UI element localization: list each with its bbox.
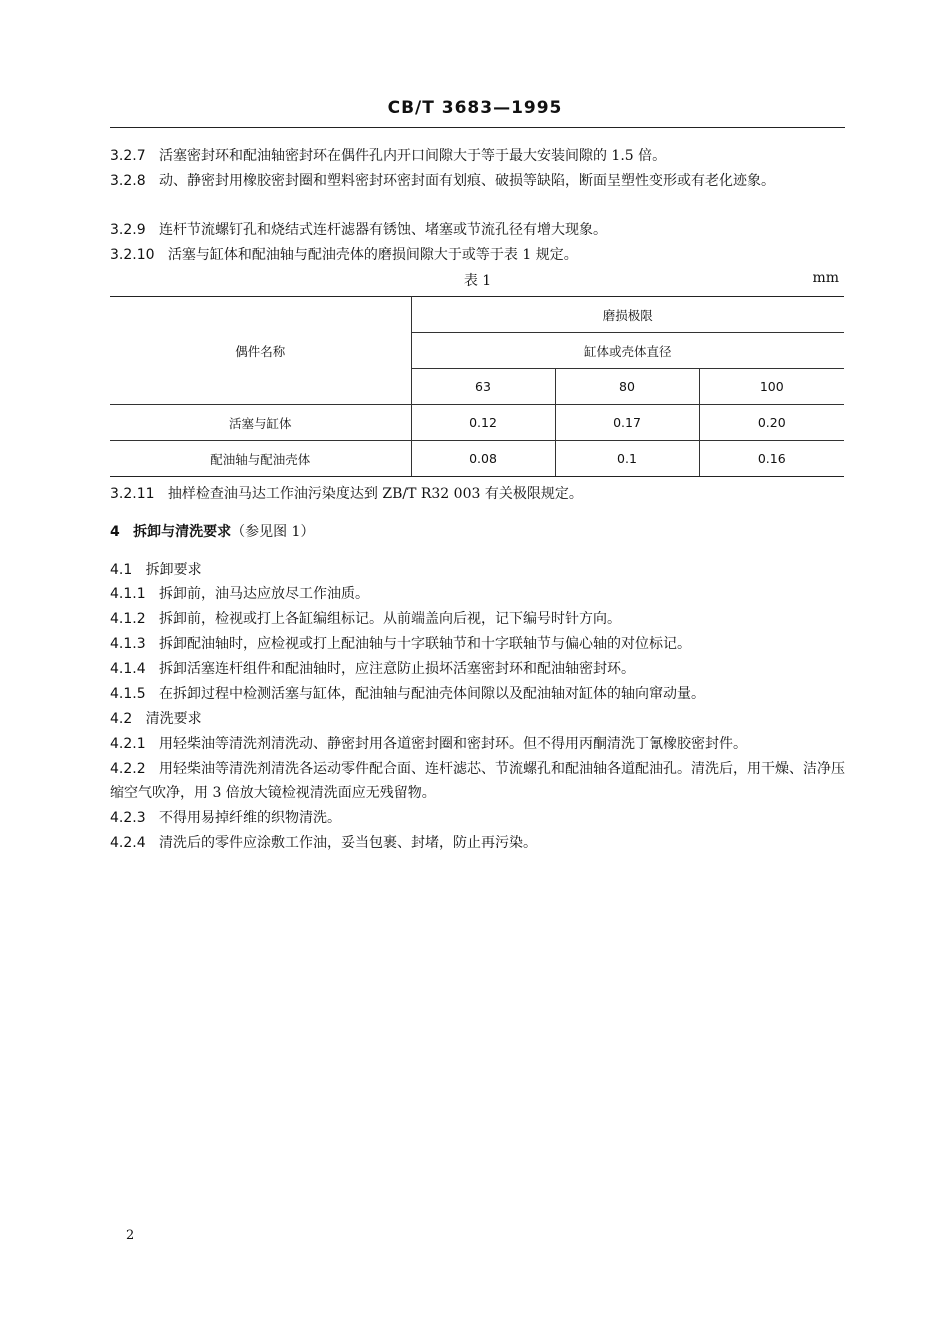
- clause-4-1-5: [110, 682, 850, 706]
- clause-4-1-2: [110, 607, 850, 631]
- header-wear-limit: 磨损极限: [411, 297, 844, 333]
- clause-text: 清洗后的零件应涂敷工作油，妥当包裹、封堵，防止再污染。: [158, 835, 537, 851]
- clause-4-2-3: [110, 806, 850, 830]
- table-unit: mm: [812, 270, 839, 286]
- clause-text: 在拆卸过程中检测活塞与缸体，配油轴与配油壳体间隙以及配油轴对缸体的轴向窜动量。: [158, 686, 705, 702]
- clause-3-2-9: [110, 218, 850, 242]
- diameter-80: 80: [555, 369, 699, 405]
- clause-number: 4.2.3: [110, 810, 146, 826]
- row-name: 配油轴与配油壳体: [110, 441, 411, 477]
- clause-number: 4.1.5: [110, 686, 146, 702]
- clause-4-1-3: [110, 632, 850, 656]
- row-name: 活塞与缸体: [110, 405, 411, 441]
- clause-number: 3.2.11: [110, 486, 155, 502]
- clause-number: 3.2.9: [110, 222, 146, 238]
- clause-4-1-1: [110, 582, 850, 606]
- clause-3-2-10: [110, 243, 850, 267]
- clause-3-2-11: [110, 482, 850, 506]
- clause-4-1: [110, 558, 850, 582]
- row-value: 0.1: [555, 441, 699, 477]
- clause-4-1-4: [110, 657, 850, 681]
- clause-number: 4.1.4: [110, 661, 146, 677]
- clause-number: 4.2.2: [110, 761, 146, 777]
- clause-text: 拆卸活塞连杆组件和配油轴时，应注意防止损坏活塞密封环和配油轴密封环。: [158, 661, 635, 677]
- section-note: （参见图 1）: [231, 524, 315, 540]
- row-value: 0.12: [411, 405, 555, 441]
- clause-text: 拆卸要求: [145, 562, 202, 578]
- header-diameter: 缸体或壳体直径: [411, 333, 844, 369]
- clause-number: 3.2.8: [110, 173, 146, 189]
- clause-number: 4.2.1: [110, 736, 146, 752]
- clause-number: 4.1.1: [110, 586, 146, 602]
- section-4-heading: [110, 520, 850, 544]
- clause-number: 4.1.2: [110, 611, 146, 627]
- clause-4-2-1: [110, 732, 850, 756]
- row-value: 0.20: [699, 405, 844, 441]
- clause-text: 抽样检查油马达工作油污染度达到 ZB/T R32 003 有关极限规定。: [167, 486, 583, 502]
- table-row: [110, 441, 844, 477]
- wear-limit-table: [110, 296, 844, 477]
- clause-4-2: [110, 707, 850, 731]
- diameter-100: 100: [699, 369, 844, 405]
- diameter-63: 63: [411, 369, 555, 405]
- clause-text: 连杆节流螺钉孔和烧结式连杆滤器有锈蚀、堵塞或节流孔径有增大现象。: [158, 222, 607, 238]
- clause-number: 3.2.10: [110, 247, 155, 263]
- clause-number: 4.2.4: [110, 835, 146, 851]
- clause-text: 清洗要求: [145, 711, 202, 727]
- page-number: 2: [126, 1228, 135, 1243]
- clause-text: 活塞密封环和配油轴密封环在偶件孔内开口间隙大于等于最大安装间隙的 1.5 倍。: [158, 148, 667, 164]
- document-header: CB/T 3683—1995: [387, 98, 563, 118]
- clause-text: 用轻柴油等清洗剂清洗各运动零件配合面、连杆滤芯、节流螺孔和配油轴各道配油孔。清洗后，用干燥、洁净压缩空气吹净，用 3 倍放大镜检视清洗面应无残留物。: [110, 761, 845, 801]
- section-number: 4: [110, 524, 120, 540]
- clause-3-2-7: [110, 144, 850, 168]
- clause-text: 拆卸前，油马达应放尽工作油质。: [158, 586, 369, 602]
- table-caption-row: [110, 270, 845, 294]
- row-value: 0.08: [411, 441, 555, 477]
- clause-number: 4.2: [110, 711, 133, 727]
- table-row: [110, 405, 844, 441]
- clause-4-2-2: [110, 757, 850, 805]
- clause-text: 动、静密封用橡胶密封圈和塑料密封环密封面有划痕、破损等缺陷，断面呈塑性变形或有老化迹象。: [158, 173, 775, 189]
- table-caption: 表 1: [463, 273, 492, 289]
- clause-text: 不得用易掉纤维的织物清洗。: [158, 810, 341, 826]
- section-title: 拆卸与清洗要求: [133, 524, 232, 540]
- header-rule: [110, 127, 845, 128]
- clause-text: 用轻柴油等清洗剂清洗动、静密封用各道密封圈和密封环。但不得用丙酮清洗丁氰橡胶密封件。: [158, 736, 747, 752]
- clause-number: 4.1: [110, 562, 133, 578]
- clause-text: 拆卸前，检视或打上各缸编组标记。从前端盖向后视，记下编号时针方向。: [158, 611, 621, 627]
- row-value: 0.17: [555, 405, 699, 441]
- clause-text: 拆卸配油轴时，应检视或打上配油轴与十字联轴节和十字联轴节与偏心轴的对位标记。: [158, 636, 691, 652]
- clause-number: 3.2.7: [110, 148, 146, 164]
- header-part-name: 偶件名称: [110, 297, 411, 405]
- clause-text: 活塞与缸体和配油轴与配油壳体的磨损间隙大于或等于表 1 规定。: [167, 247, 578, 263]
- row-value: 0.16: [699, 441, 844, 477]
- clause-3-2-8: [110, 169, 850, 193]
- clause-4-2-4: [110, 831, 850, 855]
- clause-number: 4.1.3: [110, 636, 146, 652]
